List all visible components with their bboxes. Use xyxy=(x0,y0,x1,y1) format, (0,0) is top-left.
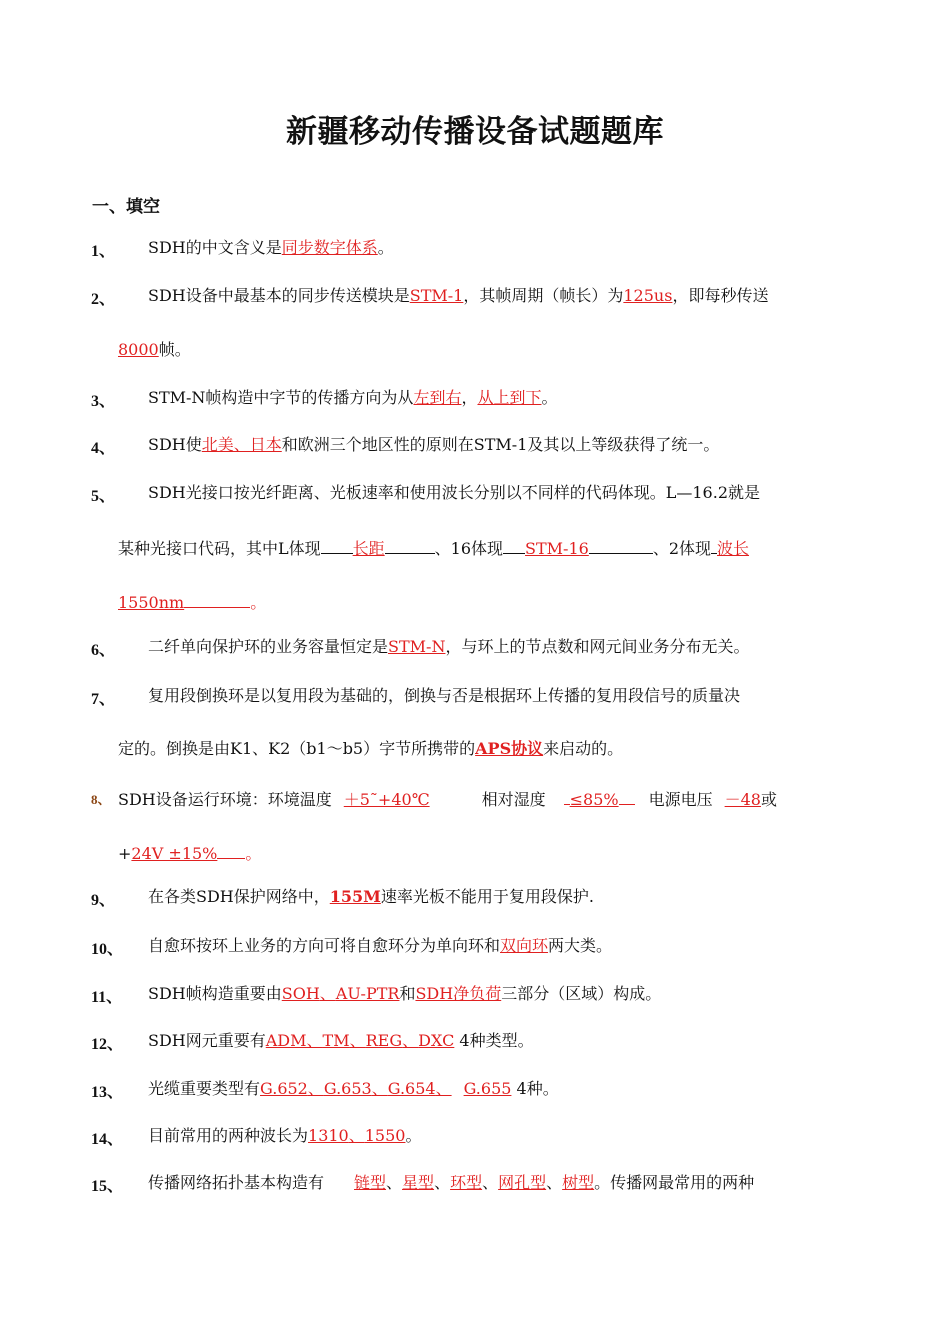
question-number: 3、 xyxy=(91,393,116,410)
question-4: SDH使北美、日本和欧洲三个地区性的原则在STM-1及其以上等级获得了统一。 xyxy=(148,435,720,454)
answer: 网孔型 xyxy=(498,1173,547,1192)
answer: STM-N xyxy=(388,637,446,656)
answer: 星型 xyxy=(402,1173,435,1192)
answer: SDH净负荷 xyxy=(415,984,502,1003)
question-7: 复用段倒换环是以复用段为基础的，倒换与否是根据环上传播的复用段信号的质量决 xyxy=(148,686,741,705)
question-text: SDH的中文含义是 xyxy=(148,238,282,257)
answer: 同步数字体系 xyxy=(281,238,378,257)
answer: 1550 xyxy=(364,1126,406,1145)
answer: 8000 xyxy=(118,340,159,359)
answer: 1310 xyxy=(308,1126,349,1145)
answer: STM-1 xyxy=(409,286,464,305)
answer: G.652 xyxy=(260,1079,308,1098)
question-number: 13、 xyxy=(91,1084,124,1101)
answer: G.655 xyxy=(463,1079,512,1098)
question-1: SDH的中文含义是同步数字体系。 xyxy=(148,238,394,257)
question-13: 光缆重要类型有G.652、G.653、G.654、 G.655 4种。 xyxy=(148,1079,559,1098)
section-heading: 一、填空 xyxy=(92,197,160,217)
question-number: 5、 xyxy=(91,488,116,505)
question-number: 8、 xyxy=(91,792,111,807)
question-6: 二纤单向保护环的业务容量恒定是STM-N，与环上的节点数和网元间业务分布无关。 xyxy=(148,637,750,656)
question-number: 2、 xyxy=(91,291,116,308)
question-number: 6、 xyxy=(91,642,116,659)
answer: 双向环 xyxy=(500,936,549,955)
question-number: 10、 xyxy=(91,941,124,958)
answer: 125us xyxy=(623,286,673,305)
answer: －48 xyxy=(724,790,761,809)
answer: APS协议 xyxy=(475,739,544,758)
question-12: SDH网元重要有ADM、TM、REG、DXC 4种类型。 xyxy=(148,1031,534,1050)
answer: 24V ±15% xyxy=(131,844,218,863)
answer: G.654 xyxy=(387,1079,436,1098)
answer: ≤85% xyxy=(569,790,619,809)
answer: 波长 xyxy=(717,539,750,558)
answer: 链型 xyxy=(354,1173,387,1192)
question-3: STM-N帧构造中字节的传播方向为从左到右，从上到下。 xyxy=(148,388,558,407)
answer: 长距 xyxy=(352,539,385,558)
question-number: 4、 xyxy=(91,440,116,457)
question-14: 目前常用的两种波长为1310、1550。 xyxy=(148,1126,422,1145)
question-2-cont: 8000帧。 xyxy=(118,340,191,359)
answer: G.653 xyxy=(323,1079,372,1098)
question-number: 1、 xyxy=(91,243,116,260)
page-title: 新疆移动传播设备试题题库 xyxy=(286,114,664,150)
question-10: 自愈环按环上业务的方向可将自愈环分为单向环和双向环两大类。 xyxy=(148,936,613,955)
answer: 环型 xyxy=(450,1173,483,1192)
answer: AU-PTR xyxy=(335,984,400,1003)
question-15: 传播网络拓扑基本构造有 链型、星型、环型、网孔型、树型。传播网最常用的两种 xyxy=(148,1173,755,1192)
answer: 树型 xyxy=(562,1173,595,1192)
answer: 从上到下 xyxy=(477,388,542,407)
question-5-cont: 某种光接口代码，其中L体现 长距 、16体现 STM-16 、2体现 波长 xyxy=(118,535,749,560)
question-number: 9、 xyxy=(91,892,116,909)
question-11: SDH帧构造重要由SOH、AU-PTR和SDH净负荷三部分（区域）构成。 xyxy=(148,984,662,1003)
answer: 左到右 xyxy=(413,388,462,407)
question-number: 7、 xyxy=(91,691,116,708)
answer: SOH xyxy=(281,984,320,1003)
question-number: 14、 xyxy=(91,1131,124,1148)
answer: REG xyxy=(365,1031,403,1050)
question-2: SDH设备中最基本的同步传送模块是STM-1，其帧周期（帧长）为125us，即每秒传送 xyxy=(148,286,769,305)
question-8: SDH设备运行环境：环境温度 ＋5˜+40℃ 相对湿度 ≤85% 电源电压 －48或 xyxy=(118,786,777,811)
question-number: 12、 xyxy=(91,1036,124,1053)
question-number: 11、 xyxy=(91,989,123,1006)
question-7-cont: 定的。倒换是由K1、K2（b1～b5）字节所携带的APS协议来启动的。 xyxy=(118,739,624,758)
question-5-cont2: 1550nm 。 xyxy=(118,589,266,614)
answer: 155M xyxy=(329,887,381,906)
answer: TM xyxy=(322,1031,350,1050)
answer: ＋5˜+40℃ xyxy=(343,790,430,809)
question-number: 15、 xyxy=(91,1178,124,1195)
answer: STM-16 xyxy=(525,539,589,558)
answer: DXC xyxy=(418,1031,455,1050)
question-9: 在各类SDH保护网络中，155M速率光板不能用于复用段保护. xyxy=(148,887,594,906)
question-5: SDH光接口按光纤距离、光板速率和使用波长分别以不同样的代码体现。L—16.2就是 xyxy=(148,483,760,502)
answer: 1550nm xyxy=(118,593,185,612)
answer: ADM xyxy=(265,1031,307,1050)
question-8-cont: +24V ±15% 。 xyxy=(118,840,261,865)
answer: 北美、日本 xyxy=(201,435,282,454)
